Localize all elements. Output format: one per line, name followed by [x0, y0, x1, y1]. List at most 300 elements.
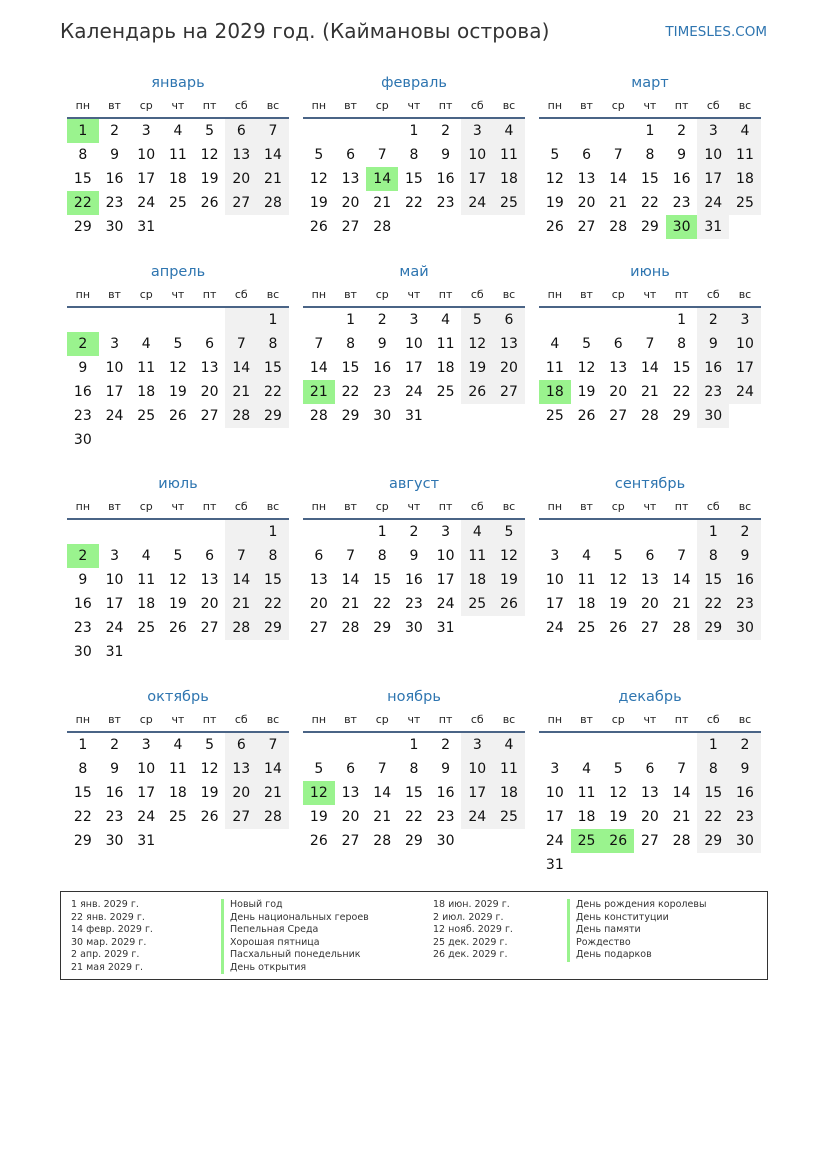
- day-cell: 28: [257, 191, 289, 215]
- day-cell: 10: [137, 761, 156, 777]
- holiday-day: 2: [67, 332, 99, 356]
- day-cell: 10: [404, 336, 423, 352]
- month-name: март: [631, 75, 669, 91]
- day-cell: 16: [436, 785, 455, 801]
- day-cell: 23: [105, 195, 124, 211]
- legend-holiday-name: Пасхальный понедельник: [221, 949, 369, 962]
- day-cell: 7: [377, 761, 387, 777]
- day-cell: 31: [545, 857, 564, 873]
- day-cell: 26: [200, 809, 219, 825]
- day-cell: 20: [609, 384, 628, 400]
- day-cell: 23: [73, 620, 92, 636]
- day-cell: 17: [137, 171, 156, 187]
- day-cell: 3: [141, 737, 151, 753]
- weekday-label: вс: [502, 288, 516, 301]
- day-cell: 22: [697, 592, 729, 616]
- day-cell: 1: [409, 737, 419, 753]
- day-cell: 6: [645, 761, 655, 777]
- weekday-label: ср: [611, 500, 625, 513]
- day-cell: 26: [493, 592, 525, 616]
- day-cell: 10: [461, 143, 493, 167]
- legend-left-dates: [71, 899, 153, 974]
- weekday-label: пт: [202, 99, 217, 112]
- holiday-day: 14: [366, 167, 398, 191]
- day-cell: 20: [309, 596, 328, 612]
- empty-cell: [225, 520, 257, 544]
- day-cell: 13: [577, 171, 596, 187]
- day-cell: 29: [341, 408, 360, 424]
- day-cell: 29: [373, 620, 392, 636]
- month-name: февраль: [381, 75, 447, 91]
- weekday-label: чт: [407, 500, 421, 513]
- day-cell: 27: [609, 408, 628, 424]
- day-cell: 2: [729, 520, 761, 544]
- day-cell: 10: [729, 332, 761, 356]
- day-cell: 16: [729, 568, 761, 592]
- day-cell: 3: [550, 761, 560, 777]
- day-cell: 30: [436, 833, 455, 849]
- day-cell: 1: [697, 733, 729, 757]
- day-cell: 27: [225, 805, 257, 829]
- day-cell: 3: [550, 548, 560, 564]
- weekday-label: чт: [407, 99, 421, 112]
- day-cell: 13: [200, 572, 219, 588]
- weekday-label: ср: [375, 288, 389, 301]
- day-cell: 25: [436, 384, 455, 400]
- empty-cell: [366, 119, 398, 143]
- day-cell: 17: [461, 167, 493, 191]
- day-cell: 25: [168, 809, 187, 825]
- day-cell: 9: [697, 332, 729, 356]
- day-cell: 31: [137, 833, 156, 849]
- day-cell: 16: [105, 785, 124, 801]
- month-name: июль: [158, 476, 198, 492]
- month-name: январь: [151, 75, 205, 91]
- empty-cell: [602, 733, 634, 757]
- day-cell: 8: [346, 336, 355, 352]
- weekday-label: сб: [706, 713, 720, 726]
- weekday-label: вт: [108, 500, 121, 513]
- weekday-label: чт: [407, 713, 421, 726]
- day-cell: 7: [314, 336, 324, 352]
- day-cell: 24: [137, 195, 156, 211]
- day-cell: 29: [73, 833, 92, 849]
- empty-cell: [194, 520, 226, 544]
- day-cell: 25: [545, 408, 564, 424]
- day-cell: 20: [225, 167, 257, 191]
- day-cell: 26: [309, 833, 328, 849]
- day-cell: 20: [225, 781, 257, 805]
- day-cell: 23: [729, 805, 761, 829]
- weekday-label: вс: [266, 288, 280, 301]
- day-cell: 29: [404, 833, 423, 849]
- day-cell: 13: [609, 360, 628, 376]
- day-cell: 16: [73, 596, 92, 612]
- legend-holiday-date: 30 мар. 2029 г.: [71, 936, 147, 948]
- weekday-label: сб: [706, 99, 720, 112]
- month-name: октябрь: [147, 689, 209, 705]
- empty-cell: [602, 308, 634, 332]
- day-cell: 5: [582, 336, 591, 352]
- day-cell: 16: [73, 384, 92, 400]
- day-cell: 9: [441, 761, 451, 777]
- day-cell: 13: [493, 332, 525, 356]
- empty-cell: [162, 520, 194, 544]
- month-4: [303, 261, 525, 428]
- day-cell: 20: [341, 809, 360, 825]
- day-cell: 19: [609, 809, 628, 825]
- day-cell: 16: [436, 171, 455, 187]
- weekday-label: пн: [311, 99, 327, 112]
- day-grid: [303, 520, 525, 640]
- holiday-day: 26: [602, 829, 634, 853]
- empty-cell: [571, 520, 603, 544]
- day-cell: 9: [409, 548, 419, 564]
- day-cell: 14: [257, 143, 289, 167]
- day-cell: 24: [461, 191, 493, 215]
- month-name: декабрь: [618, 689, 682, 705]
- day-cell: 4: [582, 548, 591, 564]
- day-cell: 14: [225, 356, 257, 380]
- day-cell: 21: [672, 809, 691, 825]
- weekday-label: пт: [202, 713, 217, 726]
- weekday-label: ср: [611, 713, 625, 726]
- legend-holiday-name: День национальных героев: [221, 912, 369, 925]
- weekday-label: чт: [643, 99, 657, 112]
- day-cell: 13: [309, 572, 328, 588]
- weekday-label: вт: [108, 99, 121, 112]
- day-cell: 31: [404, 408, 423, 424]
- month-name: июнь: [630, 264, 670, 280]
- day-cell: 18: [729, 167, 761, 191]
- day-cell: 8: [409, 147, 419, 163]
- day-cell: 25: [577, 620, 596, 636]
- weekday-label: ср: [139, 713, 153, 726]
- day-cell: 3: [110, 548, 119, 564]
- day-cell: 1: [697, 520, 729, 544]
- weekday-label: вс: [738, 99, 752, 112]
- day-cell: 2: [377, 312, 387, 328]
- day-cell: 23: [436, 195, 455, 211]
- day-cell: 15: [672, 360, 691, 376]
- day-cell: 1: [78, 737, 88, 753]
- day-cell: 30: [105, 833, 124, 849]
- day-cell: 14: [341, 572, 360, 588]
- day-cell: 25: [168, 195, 187, 211]
- day-cell: 3: [409, 312, 419, 328]
- day-cell: 23: [729, 592, 761, 616]
- day-cell: 4: [141, 548, 151, 564]
- weekday-label: вс: [502, 500, 516, 513]
- empty-cell: [602, 119, 634, 143]
- empty-cell: [666, 733, 698, 757]
- day-cell: 20: [493, 356, 525, 380]
- weekday-label: сб: [706, 288, 720, 301]
- day-cell: 26: [461, 380, 493, 404]
- weekday-label: пт: [674, 713, 689, 726]
- day-cell: 26: [168, 408, 187, 424]
- day-cell: 1: [257, 308, 289, 332]
- day-cell: 6: [645, 548, 655, 564]
- day-cell: 13: [341, 171, 360, 187]
- weekday-header: [67, 708, 289, 733]
- day-cell: 15: [404, 785, 423, 801]
- day-cell: 8: [78, 147, 88, 163]
- day-cell: 23: [105, 809, 124, 825]
- day-cell: 22: [257, 380, 289, 404]
- day-cell: 21: [257, 167, 289, 191]
- day-cell: 27: [640, 833, 659, 849]
- month-name: май: [399, 264, 429, 280]
- day-cell: 8: [697, 544, 729, 568]
- day-cell: 20: [200, 384, 219, 400]
- weekday-label: ср: [611, 99, 625, 112]
- day-cell: 21: [672, 596, 691, 612]
- month-2: [539, 72, 761, 239]
- day-cell: 18: [493, 167, 525, 191]
- day-cell: 24: [545, 833, 564, 849]
- day-cell: 25: [137, 620, 156, 636]
- day-cell: 13: [225, 757, 257, 781]
- day-cell: 1: [677, 312, 687, 328]
- day-cell: 31: [137, 219, 156, 235]
- day-cell: 24: [105, 620, 124, 636]
- site-link[interactable]: TIMESLES.COM: [665, 24, 767, 40]
- weekday-label: пт: [674, 288, 689, 301]
- day-cell: 12: [609, 785, 628, 801]
- day-cell: 18: [168, 785, 187, 801]
- day-cell: 8: [377, 548, 387, 564]
- day-cell: 6: [493, 308, 525, 332]
- day-cell: 8: [257, 544, 289, 568]
- day-cell: 22: [640, 195, 659, 211]
- day-cell: 17: [105, 384, 124, 400]
- day-cell: 5: [205, 123, 215, 139]
- day-grid: [303, 308, 525, 428]
- empty-cell: [303, 733, 335, 757]
- day-cell: 3: [461, 119, 493, 143]
- day-cell: 28: [225, 616, 257, 640]
- holiday-day: 30: [666, 215, 698, 239]
- day-cell: 11: [545, 360, 564, 376]
- legend-holiday-date: 26 дек. 2029 г.: [433, 949, 508, 960]
- day-grid: [67, 119, 289, 239]
- day-cell: 6: [582, 147, 591, 163]
- legend-right-names: [567, 899, 706, 962]
- weekday-label: вс: [266, 713, 280, 726]
- holiday-legend: [60, 891, 768, 980]
- day-cell: 25: [137, 408, 156, 424]
- day-cell: 10: [545, 572, 564, 588]
- legend-holiday-name: День памяти: [567, 924, 706, 937]
- day-cell: 5: [314, 761, 324, 777]
- empty-cell: [634, 733, 666, 757]
- day-cell: 27: [225, 191, 257, 215]
- day-cell: 28: [225, 404, 257, 428]
- day-cell: 14: [640, 360, 659, 376]
- day-cell: 22: [697, 805, 729, 829]
- day-cell: 15: [404, 171, 423, 187]
- weekday-label: пт: [202, 288, 217, 301]
- day-cell: 5: [493, 520, 525, 544]
- day-cell: 27: [200, 408, 219, 424]
- day-cell: 15: [373, 572, 392, 588]
- day-cell: 17: [729, 356, 761, 380]
- legend-holiday-date: 25 дек. 2029 г.: [433, 936, 508, 948]
- day-cell: 2: [697, 308, 729, 332]
- day-cell: 27: [200, 620, 219, 636]
- day-cell: 6: [205, 336, 215, 352]
- day-cell: 28: [309, 408, 328, 424]
- day-cell: 13: [200, 360, 219, 376]
- day-cell: 19: [609, 596, 628, 612]
- month-name: ноябрь: [387, 689, 441, 705]
- day-cell: 21: [609, 195, 628, 211]
- day-cell: 8: [409, 761, 419, 777]
- day-cell: 30: [373, 408, 392, 424]
- day-cell: 8: [677, 336, 687, 352]
- day-cell: 11: [577, 785, 596, 801]
- day-cell: 14: [373, 785, 392, 801]
- day-cell: 4: [550, 336, 560, 352]
- day-cell: 29: [73, 219, 92, 235]
- day-cell: 4: [461, 520, 493, 544]
- day-cell: 9: [110, 147, 119, 163]
- day-cell: 7: [257, 733, 289, 757]
- day-cell: 24: [461, 805, 493, 829]
- day-grid: [67, 308, 289, 452]
- day-cell: 30: [404, 620, 423, 636]
- month-3: [67, 261, 289, 452]
- day-cell: 7: [225, 332, 257, 356]
- day-cell: 3: [141, 123, 151, 139]
- day-cell: 16: [729, 781, 761, 805]
- weekday-label: пн: [75, 99, 91, 112]
- day-cell: 12: [200, 147, 219, 163]
- day-cell: 1: [409, 123, 419, 139]
- holiday-day: 2: [67, 544, 99, 568]
- day-cell: 27: [493, 380, 525, 404]
- day-cell: 18: [436, 360, 455, 376]
- day-cell: 23: [436, 809, 455, 825]
- day-cell: 20: [640, 596, 659, 612]
- empty-cell: [602, 520, 634, 544]
- day-cell: 19: [168, 596, 187, 612]
- day-cell: 17: [436, 572, 455, 588]
- day-grid: [67, 733, 289, 853]
- day-cell: 12: [168, 572, 187, 588]
- empty-cell: [162, 308, 194, 332]
- day-cell: 17: [545, 596, 564, 612]
- day-cell: 19: [309, 195, 328, 211]
- day-cell: 28: [609, 219, 628, 235]
- day-cell: 17: [461, 781, 493, 805]
- day-cell: 27: [341, 833, 360, 849]
- day-cell: 23: [672, 195, 691, 211]
- day-cell: 30: [73, 644, 92, 660]
- empty-cell: [225, 308, 257, 332]
- weekday-label: вт: [344, 500, 357, 513]
- day-cell: 29: [257, 404, 289, 428]
- day-cell: 5: [314, 147, 324, 163]
- day-cell: 14: [257, 757, 289, 781]
- weekday-label: вс: [738, 500, 752, 513]
- day-cell: 3: [110, 336, 119, 352]
- day-grid: [303, 733, 525, 853]
- month-8: [539, 473, 761, 640]
- empty-cell: [571, 119, 603, 143]
- day-cell: 30: [105, 219, 124, 235]
- weekday-label: сб: [470, 99, 484, 112]
- day-cell: 22: [341, 384, 360, 400]
- weekday-label: вт: [108, 713, 121, 726]
- day-cell: 5: [550, 147, 560, 163]
- weekday-label: пт: [674, 99, 689, 112]
- day-cell: 11: [168, 761, 187, 777]
- day-cell: 5: [173, 336, 183, 352]
- day-cell: 26: [545, 219, 564, 235]
- day-cell: 4: [141, 336, 151, 352]
- month-1: [303, 72, 525, 239]
- day-cell: 9: [441, 147, 451, 163]
- day-cell: 29: [697, 829, 729, 853]
- day-cell: 13: [640, 785, 659, 801]
- day-cell: 26: [577, 408, 596, 424]
- day-cell: 23: [697, 380, 729, 404]
- day-cell: 2: [677, 123, 687, 139]
- day-cell: 9: [377, 336, 387, 352]
- weekday-label: вс: [738, 288, 752, 301]
- day-cell: 27: [309, 620, 328, 636]
- day-cell: 9: [677, 147, 687, 163]
- holiday-day: 18: [539, 380, 571, 404]
- day-cell: 6: [346, 761, 355, 777]
- empty-cell: [130, 520, 162, 544]
- day-cell: 22: [373, 596, 392, 612]
- weekday-label: вт: [344, 713, 357, 726]
- day-cell: 6: [346, 147, 355, 163]
- day-cell: 2: [441, 737, 451, 753]
- legend-holiday-date: 1 янв. 2029 г.: [71, 899, 139, 910]
- day-cell: 7: [677, 761, 687, 777]
- day-cell: 30: [729, 616, 761, 640]
- weekday-label: чт: [643, 713, 657, 726]
- day-cell: 11: [436, 336, 455, 352]
- weekday-header: [539, 495, 761, 520]
- weekday-label: чт: [643, 500, 657, 513]
- day-cell: 6: [613, 336, 623, 352]
- weekday-header: [303, 495, 525, 520]
- day-cell: 18: [168, 171, 187, 187]
- legend-holiday-name: День конституции: [567, 912, 706, 925]
- weekday-label: пн: [75, 500, 91, 513]
- day-cell: 28: [672, 620, 691, 636]
- legend-left-names: [221, 899, 369, 974]
- holiday-day: 12: [303, 781, 335, 805]
- day-cell: 6: [225, 119, 257, 143]
- legend-holiday-date: 2 апр. 2029 г.: [71, 949, 140, 960]
- empty-cell: [335, 733, 367, 757]
- day-cell: 11: [137, 572, 156, 588]
- day-cell: 11: [493, 143, 525, 167]
- day-cell: 12: [545, 171, 564, 187]
- month-name: август: [388, 476, 440, 492]
- day-cell: 17: [137, 785, 156, 801]
- weekday-header: [303, 283, 525, 308]
- day-cell: 14: [672, 785, 691, 801]
- weekday-label: пн: [75, 713, 91, 726]
- day-cell: 24: [436, 596, 455, 612]
